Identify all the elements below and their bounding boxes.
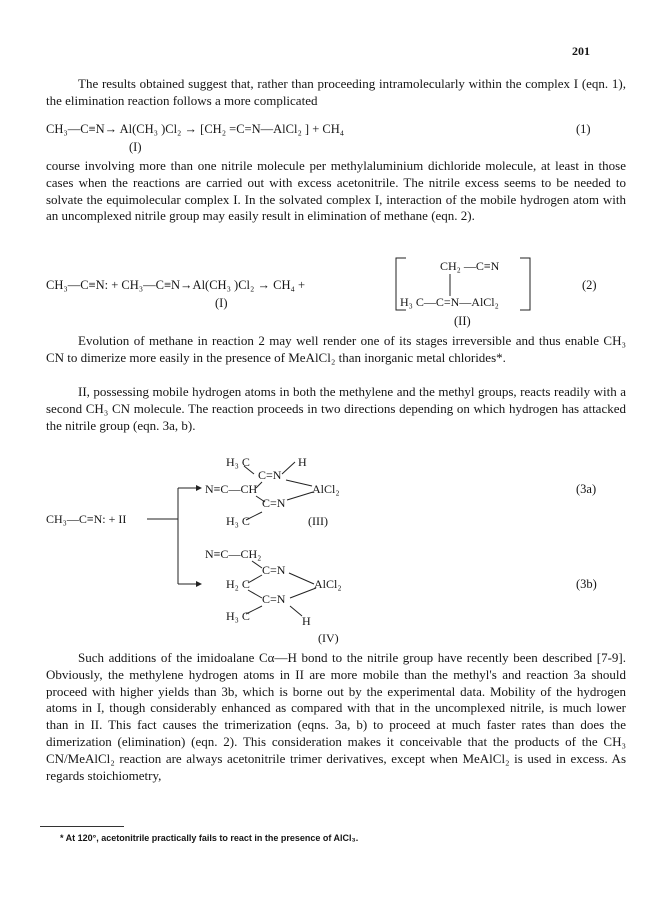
- eq3b-label: (IV): [318, 631, 339, 645]
- equation-1-number: (1): [576, 122, 591, 136]
- equation-2-right-bracket: [520, 258, 530, 310]
- eq3b-nc-ch2: N≡C—CH₂: [205, 547, 262, 561]
- eq3a-h3c-lower: H₃ C: [226, 514, 250, 528]
- eq3a-bond-4: [286, 480, 312, 486]
- eq3a-cn-upper: C=N: [258, 468, 282, 482]
- equation-3a-number: (3a): [576, 482, 597, 496]
- eq3a-cn-lower: C=N: [262, 496, 286, 510]
- equation-1: CH₃—C≡N→ Al(CH₃ )Cl₂ → [CH₂ =C=N—AlCl₂ ] + CH₄: [46, 122, 345, 136]
- eq3b-h: H: [302, 614, 311, 628]
- equation-2-label-II: (II): [454, 314, 471, 328]
- eq3b-bond-3: [289, 573, 314, 584]
- page-number: 201: [572, 44, 590, 58]
- paragraph-intro: The results obtained suggest that, rather than proceeding intramolecularly within the complex I (eqn. 1), the elimination reaction follows a more complicated: [46, 76, 626, 108]
- equation-2-left-bracket: [396, 258, 406, 310]
- eq3b-h2c: H₂ C: [226, 577, 250, 591]
- equation-2-left: CH₃—C≡N: + CH₃—C≡N→Al(CH₃ )Cl₂ → CH₄ +: [46, 278, 306, 292]
- eq3a-h: H: [298, 455, 307, 469]
- eq3b-bond-1: [252, 561, 262, 568]
- paragraph-evolution: Evolution of methane in reaction 2 may well render one of its stages irreversible and thus enable CH₃ CN to dimerize more easily in the presence of MeAlCl₂ than inorganic metal chlorides*.: [46, 333, 626, 365]
- eq3a-bond-2: [282, 462, 295, 474]
- equation-3b-number: (3b): [576, 577, 597, 591]
- eq3b-bond-4: [248, 590, 262, 598]
- eq3b-bond-7: [290, 606, 302, 616]
- equation-3-reactant: CH₃—C≡N: + II: [46, 512, 127, 526]
- eq3a-nc-ch: N≡C—CH: [205, 482, 258, 496]
- paragraph-discussion: Such additions of the imidoalane Cα—H bond to the nitrile group have recently been described [7-9]. Obviously, the methylene hydrogen atoms in II are more mobile than the methyl's and reaction 3a should proceed with higher yields than 3b, which is borne out by the experimental data. Mobility of the hydrogen atoms in I, though considerably enhanced as compared with that in the uncomplexed nitrile, is much lower than in II. This fact causes the trimerization (eqns. 3a, b) to proceed at much faster rates than does the dimerization (elimination) (eqn. 2). This consideration makes it conceivable that the products of the CH₃ CN/MeAlCl₂ reaction are always acetonitrile trimer derivatives, except when MeAlCl₂ is used in excess. As regards stoichiometry,: [46, 650, 626, 783]
- equation-1-label: (I): [129, 140, 142, 154]
- equation-2-top-group: CH₂ —C≡N: [440, 259, 500, 273]
- eq3b-h3c: H₃ C: [226, 609, 250, 623]
- eq3a-h3c: H₃ C: [226, 455, 250, 469]
- eq3b-bond-2: [248, 575, 262, 583]
- equation-2-label-I: (I): [215, 296, 228, 310]
- eq3a-alcl2: AlCl₂: [312, 482, 340, 496]
- equation-2-bottom-group: H₃ C—C=N—AlCl₂: [400, 295, 499, 309]
- branch-bottom-arrowhead: [196, 581, 202, 587]
- branch-top-arrowhead: [196, 485, 202, 491]
- eq3a-label: (III): [308, 514, 328, 528]
- eq3b-cn-lower: C=N: [262, 592, 286, 606]
- equation-2-number: (2): [582, 278, 597, 292]
- paragraph-reactivity: II, possessing mobile hydrogen atoms in both the methylene and the methyl groups, reacts readily with a second CH₃ CN molecule. The reaction proceeds in two directions depending on which hydrogen has attacked the nitrile group (eqn. 3a, b).: [46, 384, 626, 433]
- eq3b-cn-upper: C=N: [262, 563, 286, 577]
- eq3b-bond-5: [290, 588, 316, 598]
- paragraph-mechanism: course involving more than one nitrile molecule per methylaluminium dichloride molecule, at least in those cases when the reactions are carried out with excess acetonitrile. The nitrile excess seems to be needed to solvate the equimolecular complex I. In the solvated complex I, interaction of the mobile hydrogen atom with an uncomplexed nitrile group may easily result in elimination of methane (eqn. 2).: [46, 158, 626, 224]
- eq3b-alcl2: AlCl₂: [314, 577, 342, 591]
- footnote: * At 120°, acetonitrile practically fails to react in the presence of AlCl₃.: [60, 833, 359, 843]
- footnote-rule: [40, 826, 124, 827]
- eq3a-bond-6: [287, 492, 313, 500]
